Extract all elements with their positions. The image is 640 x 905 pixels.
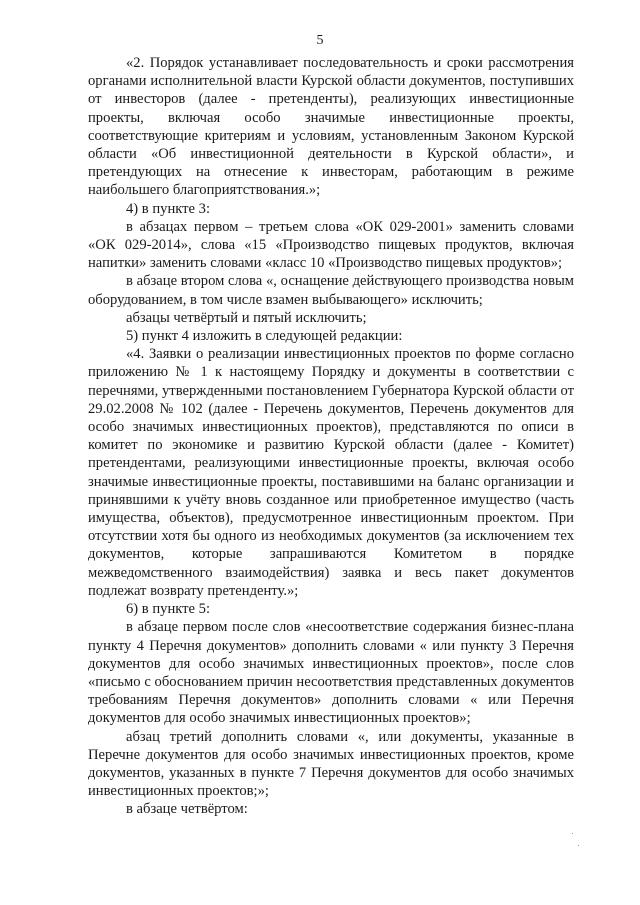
paragraph-item-2: «2. Порядок устанавливает последовательность и сроки рассмотрения органами исполнительной власти Курской области документов, поступивших от инвесторов (далее - претенденты), реализующих инвестиционные проекты, включая особо значимые инвестиционные проекты, соответствующие критериям и условиям, установленным Законом Курской области «Об инвестиционной деятельности в Курской области», и претендующих на отнесение к инвесторам, работающим в режиме наибольшего благоприятствования.»; (88, 55, 574, 199)
paragraph-okved-replacement: в абзацах первом – третьем слова «ОК 029-2001» заменить словами «ОК 029-2014», слова «15 «Производство пищевых продуктов, включая напитки» заменить словами «класс 10 «Производство пищевых продуктов»; (88, 218, 574, 272)
paragraph-subitem-5-heading: 5) пункт 4 изложить в следующей редакции: (126, 328, 403, 345)
paragraph-abzats-third-amendment: абзац третий дополнить словами «, или документы, указанные в Перечне документов для особо значимых инвестиционных проектов, кроме документов, указанных в пункте 7 Перечня документов для особо значимых инвестиционных проектов;»; (88, 728, 574, 800)
scan-speck (578, 845, 579, 846)
paragraph-subitem-4-heading: 4) в пункте 3: (126, 200, 211, 217)
paragraph-abzats-first-amendment: в абзаце первом после слов «несоответствие содержания бизнес-плана пункту 4 Перечня документов» дополнить словами « или пункту 3 Перечня документов для особо значимых инвестиционных проектов», после слов «письмо с обоснованием причин несоответствия представленных документов требованиям Перечня документов» дополнить словами « или Перечня документов для особо значимых инвестиционных проектов»; (88, 619, 574, 727)
paragraph-equipment-exclusion: в абзаце втором слова «, оснащение действующего производства новым оборудованием, в том числе взамен выбывающего» исключить; (88, 273, 574, 308)
paragraph-abzats-exclusion: абзацы четвёртый и пятый исключить; (126, 309, 367, 326)
paragraph-abzats-fourth-heading: в абзаце четвёртом: (126, 801, 248, 818)
document-body (88, 54, 574, 819)
paragraph-subitem-6-heading: 6) в пункте 5: (126, 601, 211, 618)
page-number: 5 (316, 33, 324, 48)
scan-speck (572, 833, 573, 834)
paragraph-item-4-new-text: «4. Заявки о реализации инвестиционных проектов по форме согласно приложению № 1 к настоящему Порядку и документы в соответствии с перечнями, утвержденными постановлением Губернатора Курской области от 29.02.2008 № 102 (далее - Перечень документов, Перечень документов для особо значимых инвестиционных проектов), представляются по описи в комитет по экономике и развитию Курской области (далее - Комитет) претендентами, реализующими инвестиционные проекты, включая особо значимые инвестиционные проекты, поставившими на баланс организации и принявшими к учёту вновь созданное или приобретенное имущество (часть имущества, объектов), предусмотренное инвестиционным проектом. При отсутствии хотя бы одного из необходимых документов (за исключением тех документов, которые запрашиваются Комитетом в порядке межведомственного взаимодействия) заявка и весь пакет документов подлежат возврату претенденту.»; (88, 346, 574, 599)
